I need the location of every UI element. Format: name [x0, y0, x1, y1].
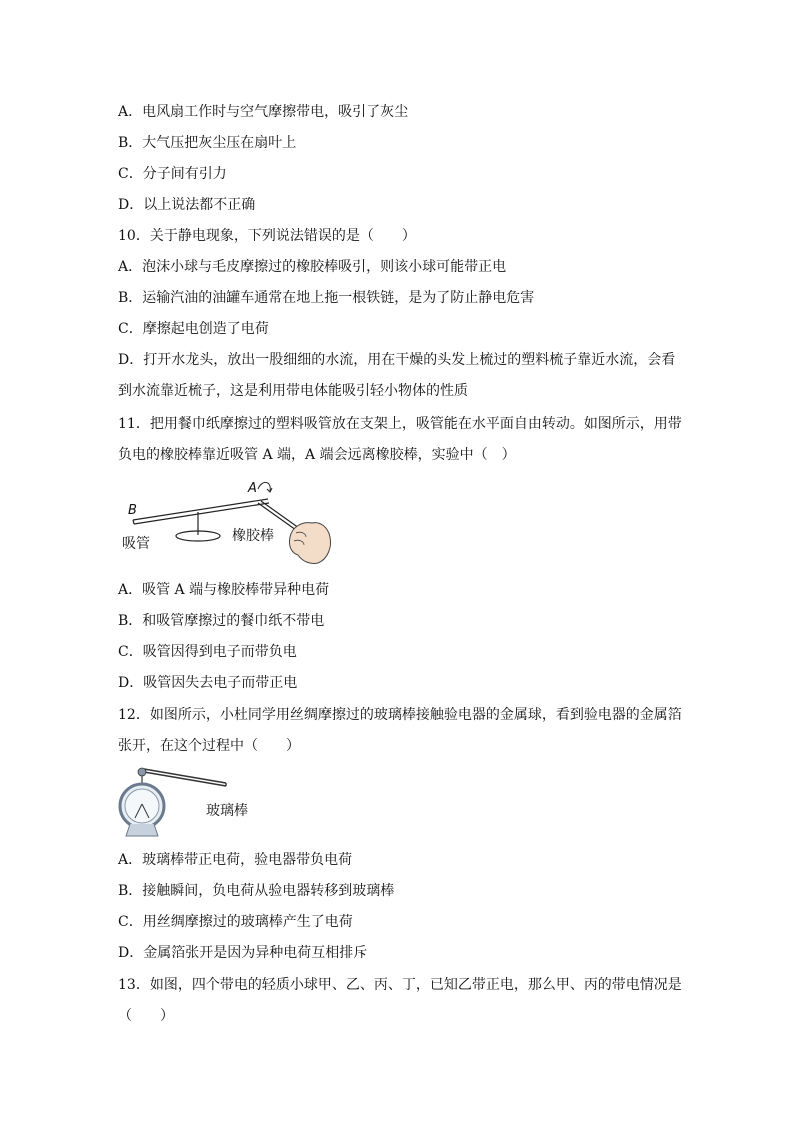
rotation-arrow-icon: [258, 482, 270, 491]
q13-stem-line1: 13．如图，四个带电的轻质小球甲、乙、丙、丁，已知乙带正电，那么甲、丙的带电情况是: [118, 977, 682, 993]
q10-option-a: A．泡沫小球与毛皮摩擦过的橡胶棒吸引，则该小球可能带正电: [118, 259, 507, 275]
q10-option-c: C．摩擦起电创造了电荷: [118, 321, 269, 337]
q12-stem-line2: 张开，在这个过程中（ ）: [118, 738, 300, 754]
q13-stem-line2: （ ）: [118, 1008, 174, 1024]
q11-option-c: C．吸管因得到电子而带负电: [118, 644, 297, 660]
q9-option-a: A．电风扇工作时与空气摩擦带电，吸引了灰尘: [118, 104, 409, 120]
q11-figure: [120, 475, 340, 570]
q9-option-d: D．以上说法都不正确: [118, 197, 256, 213]
hand-icon: [289, 523, 330, 564]
glass-rod-graphic: [144, 769, 226, 786]
q11-stem-line1: 11．把用餐巾纸摩擦过的塑料吸管放在支架上，吸管能在水平面自由转动。如图所示，用带: [118, 416, 682, 432]
q11-stem-line2: 负电的橡胶棒靠近吸管 A 端，A 端会远离橡胶棒，实验中（ ）: [118, 447, 516, 463]
label-a: A: [248, 481, 257, 496]
q11-option-a: A．吸管 A 端与橡胶棒带异种电荷: [118, 582, 330, 598]
q9-option-b: B．大气压把灰尘压在扇叶上: [118, 135, 297, 151]
q12-option-d: D．金属箔张开是因为异种电荷互相排斥: [118, 945, 368, 961]
q10-option-b: B．运输汽油的油罐车通常在地上拖一根铁链，是为了防止静电危害: [118, 290, 535, 306]
q12-stem-line1: 12．如图所示，小杜同学用丝绸摩擦过的玻璃棒接触验电器的金属球，看到验电器的金属箔: [118, 707, 682, 723]
label-straw: 吸管: [122, 536, 150, 552]
q12-option-c: C．用丝绸摩擦过的玻璃棒产生了电荷: [118, 914, 353, 930]
label-rubber-rod: 橡胶棒: [232, 528, 274, 544]
q9-option-c: C．分子间有引力: [118, 166, 227, 182]
q11-option-b: B．和吸管摩擦过的餐巾纸不带电: [118, 613, 325, 629]
label-glass-rod: 玻璃棒: [206, 803, 248, 819]
q11-option-d: D．吸管因失去电子而带正电: [118, 675, 298, 691]
q10-option-d-line1: D．打开水龙头，放出一股细细的水流，用在干燥的头发上梳过的塑料梳子靠近水流，会看: [118, 352, 676, 368]
electroscope-graphic: [120, 768, 164, 836]
q12-option-a: A．玻璃棒带正电荷，验电器带负电荷: [118, 852, 353, 868]
q12-figure: [118, 764, 268, 840]
q10-stem: 10．关于静电现象，下列说法错误的是（ ）: [118, 228, 416, 244]
straw-graphic: [133, 499, 269, 524]
q12-option-b: B．接触瞬间，负电荷从验电器转移到玻璃棒: [118, 883, 395, 899]
q10-option-d-line2: 到水流靠近梳子，这是利用带电体能吸引轻小物体的性质: [118, 383, 468, 399]
label-b: B: [128, 503, 137, 518]
